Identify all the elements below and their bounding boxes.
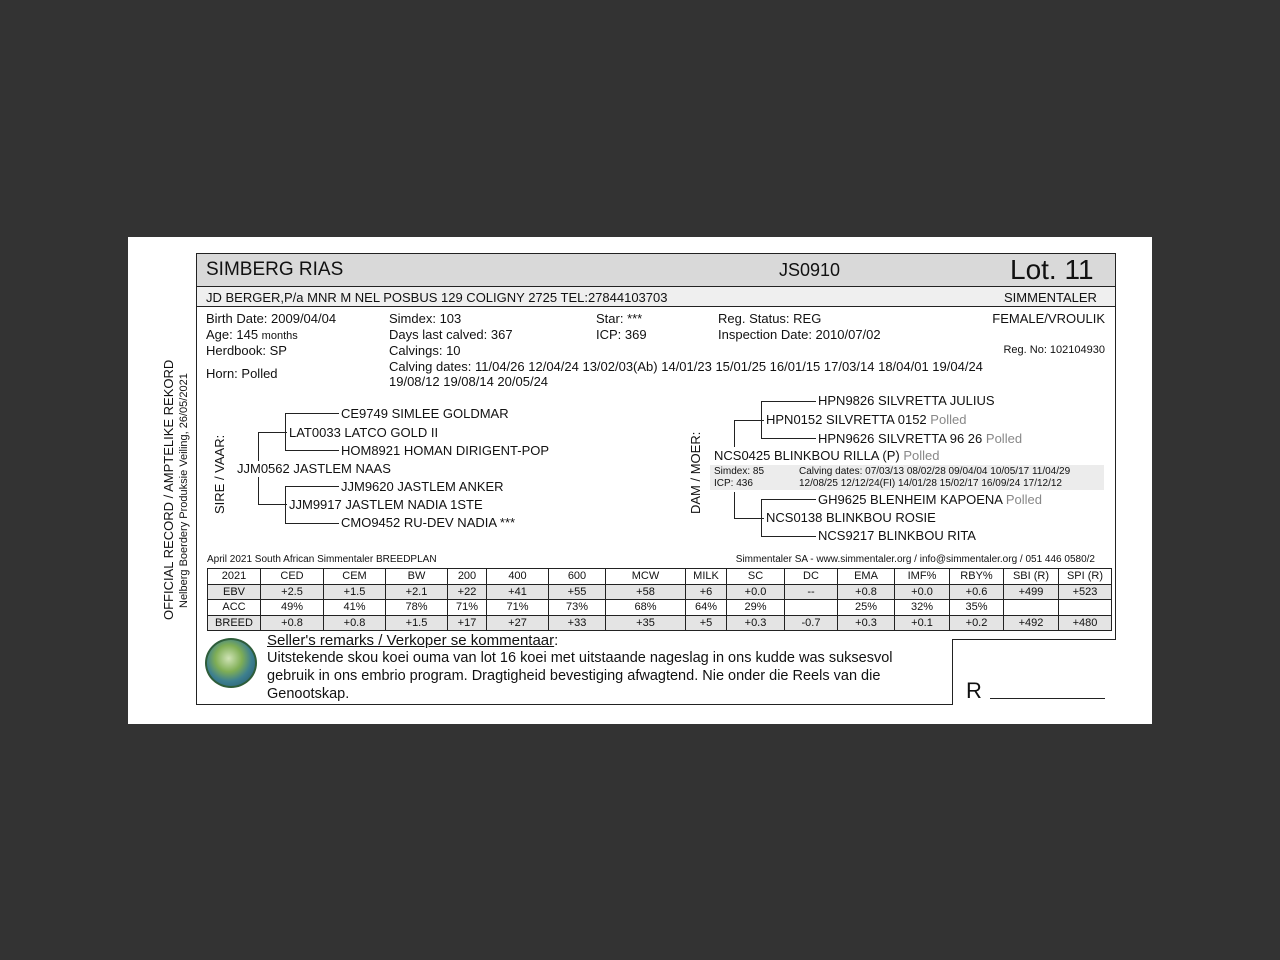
dam-sire-dam	[818, 431, 1022, 446]
ebv-cell: BREED	[208, 615, 261, 631]
dam-bracket-up	[734, 420, 735, 447]
dam-simdex: Simdex: 85	[714, 466, 765, 477]
ebv-header-cell: EMA	[838, 569, 895, 585]
sire-sire: LAT0033 LATCO GOLD II	[289, 425, 439, 440]
ebv-header-cell: MILK	[686, 569, 727, 585]
sd-bracket-bottom	[285, 523, 339, 524]
sire-bracket-down	[258, 477, 259, 504]
ebv-cell: +0.8	[324, 615, 386, 631]
ebv-header-cell: BW	[386, 569, 448, 585]
dam-sire-name: HPN0152 SILVRETTA 0152	[766, 412, 927, 427]
ebv-cell: +0.1	[895, 615, 950, 631]
ebv-header-cell: CEM	[324, 569, 386, 585]
ebv-header-cell: RBY%	[950, 569, 1004, 585]
ebv-cell: 35%	[950, 600, 1004, 616]
ebv-cell: +0.0	[895, 584, 950, 600]
ebv-cell: +2.1	[386, 584, 448, 600]
ebv-cell	[1059, 600, 1112, 616]
owner-details: JD BERGER,P/a MNR M NEL POSBUS 129 COLIGNY 2725 TEL:27844103703	[206, 290, 668, 305]
ebv-header-cell: DC	[785, 569, 838, 585]
ebv-cell: EBV	[208, 584, 261, 600]
ebv-cell: +22	[448, 584, 487, 600]
dam-icp: ICP: 436	[714, 478, 753, 489]
ss-bracket-top	[285, 413, 339, 414]
dam-name-text: NCS0425 BLINKBOU RILLA (P)	[714, 448, 900, 463]
ebv-header-cell: SBI (R)	[1004, 569, 1059, 585]
remarks-heading-text: Seller's remarks / Verkoper se kommentaar	[267, 632, 555, 649]
ebv-cell: +0.3	[727, 615, 785, 631]
ebv-cell: +523	[1059, 584, 1112, 600]
dam-sire-dam-name: HPN9626 SILVRETTA 96 26	[818, 431, 983, 446]
ebv-row	[208, 615, 1112, 631]
dam-dam-sire-name: GH9625 BLENHEIM KAPOENA	[818, 492, 1003, 507]
ebv-cell: 41%	[324, 600, 386, 616]
ds-bracket-bottom	[761, 438, 816, 439]
reg-status: Reg. Status: REG	[718, 311, 822, 326]
breedplan-source: April 2021 South African Simmentaler BREEDPLAN	[207, 554, 437, 565]
ebv-cell	[1004, 600, 1059, 616]
ebv-cell: +35	[606, 615, 686, 631]
dam-polled: Polled	[903, 448, 940, 463]
dam-bracket-down	[734, 492, 735, 518]
official-record-label: OFFICIAL RECORD / AMPTELIKE REKORD	[161, 359, 176, 620]
ebv-cell: --	[785, 584, 838, 600]
ebv-header-cell: 600	[549, 569, 606, 585]
horn: Horn: Polled	[206, 366, 278, 381]
star-rating: Star: ***	[596, 311, 643, 326]
dam-calving-dates: Calving dates: 07/03/13 08/02/28 09/04/04 10/05/17 11/04/29	[799, 466, 1071, 477]
sire-bracket-up	[258, 432, 259, 461]
ebv-header-cell: SC	[727, 569, 785, 585]
society-contact: Simmentaler SA - www.simmentaler.org / info@simmentaler.org / 051 446 0580/2	[735, 554, 1095, 565]
ebv-cell: 71%	[448, 600, 487, 616]
age-unit: months	[261, 330, 298, 342]
remarks-line-1: Uitstekende skou koei ouma van lot 16 koei met uitstaande nageslag in ons kudde was suksesvol	[267, 650, 893, 666]
ebv-cell: +0.0	[727, 584, 785, 600]
ebv-header-cell: CED	[261, 569, 324, 585]
ds-bracket	[761, 401, 762, 438]
dam-dam-sire-polled: Polled	[1005, 492, 1043, 507]
ebv-cell: +0.8	[261, 615, 324, 631]
dam-bracket-up-h	[734, 420, 764, 421]
days-last-calved: Days last calved: 367	[389, 327, 513, 342]
ebv-cell: +17	[448, 615, 487, 631]
sire-name: JJM0562 JASTLEM NAAS	[237, 461, 391, 476]
ebv-header-row	[208, 569, 1112, 585]
ebv-header-cell: 200	[448, 569, 487, 585]
ebv-cell: +0.3	[838, 615, 895, 631]
lot-number: Lot. 11	[1010, 254, 1094, 285]
calving-dates: Calving dates: 11/04/26 12/04/24 13/02/03(Ab) 14/01/23 15/01/25 16/01/15 17/03/14 18/04/01 19/04/24	[389, 359, 983, 374]
ebv-cell: 32%	[895, 600, 950, 616]
ebv-cell: +0.8	[838, 584, 895, 600]
ebv-cell: +1.5	[324, 584, 386, 600]
dam-dam-sire	[818, 492, 1042, 507]
ebv-header-cell: 2021	[208, 569, 261, 585]
ebv-cell: +2.5	[261, 584, 324, 600]
birth-date: Birth Date: 2009/04/04	[206, 311, 337, 326]
age-value: Age: 145	[206, 327, 259, 342]
dam-sire-sire: HPN9826 SILVRETTA JULIUS	[818, 393, 995, 408]
ebv-cell: +499	[1004, 584, 1059, 600]
remarks-line-2: gebruik in ons embrio program. Dragtigheid bevestiging afwagtend. Nie onder die Reels van die	[267, 668, 881, 684]
ebv-cell: +480	[1059, 615, 1112, 631]
sire-bracket-up-h	[258, 432, 287, 433]
ebv-cell	[785, 600, 838, 616]
dam-calving-dates-cont: 12/08/25 12/12/24(FI) 14/01/28 15/02/17 16/09/24 17/12/12	[799, 478, 1062, 489]
ebv-cell: ACC	[208, 600, 261, 616]
ebv-cell: 29%	[727, 600, 785, 616]
ebv-cell: +41	[487, 584, 549, 600]
price-input-line[interactable]	[990, 698, 1105, 699]
dd-bracket-bottom	[761, 536, 816, 537]
sire-label: SIRE / VAAR:	[212, 434, 227, 514]
ss-bracket-bottom	[285, 450, 339, 451]
ss-bracket	[285, 413, 286, 450]
dam-name	[714, 448, 939, 463]
sire-sire-dam: HOM8921 HOMAN DIRIGENT-POP	[341, 443, 550, 458]
sire-dam-dam: CMO9452 RU-DEV NADIA ***	[341, 515, 516, 530]
ebv-cell: +492	[1004, 615, 1059, 631]
ebv-header-cell: IMF%	[895, 569, 950, 585]
dam-sire-dam-polled: Polled	[985, 431, 1023, 446]
ebv-cell: -0.7	[785, 615, 838, 631]
dam-dam: NCS0138 BLINKBOU ROSIE	[766, 510, 936, 525]
animal-id: JS0910	[779, 260, 841, 280]
sex: FEMALE/VROULIK	[992, 311, 1105, 326]
lot-card	[128, 237, 1152, 724]
ebv-cell: +6	[686, 584, 727, 600]
ebv-table	[207, 568, 1112, 631]
dd-bracket-top	[761, 499, 816, 500]
ebv-cell: +55	[549, 584, 606, 600]
dam-label: DAM / MOER:	[688, 431, 703, 514]
ebv-row	[208, 600, 1112, 616]
ebv-cell: 73%	[549, 600, 606, 616]
ebv-cell: +1.5	[386, 615, 448, 631]
dam-sire-polled: Polled	[930, 412, 967, 427]
herdbook: Herdbook: SP	[206, 343, 287, 358]
simdex: Simdex: 103	[389, 311, 462, 326]
ebv-cell: +27	[487, 615, 549, 631]
ebv-cell: 25%	[838, 600, 895, 616]
ebv-header-cell: 400	[487, 569, 549, 585]
ebv-header-cell: SPI (R)	[1059, 569, 1112, 585]
ebv-cell: +5	[686, 615, 727, 631]
dam-sire	[766, 412, 966, 427]
age	[206, 327, 298, 342]
sd-bracket-top	[285, 486, 339, 487]
icp: ICP: 369	[596, 327, 647, 342]
remarks-heading-colon: :	[554, 632, 559, 649]
auction-source-label: Nelberg Boerdery Produksie Veiling, 26/05/2021	[178, 373, 190, 608]
dam-dam-dam: NCS9217 BLINKBOU RITA	[818, 528, 976, 543]
remarks-line-3: Genootskap.	[267, 686, 350, 702]
price-currency: R	[966, 678, 982, 703]
reg-number: Reg. No: 102104930	[1003, 344, 1105, 356]
sire-sire-sire: CE9749 SIMLEE GOLDMAR	[341, 406, 509, 421]
dd-bracket	[761, 499, 762, 536]
society-logo	[205, 638, 257, 688]
ebv-cell: +58	[606, 584, 686, 600]
inspection-date: Inspection Date: 2010/07/02	[718, 327, 881, 342]
sire-dam: JJM9917 JASTLEM NADIA 1STE	[289, 497, 483, 512]
ebv-cell: +0.2	[950, 615, 1004, 631]
calvings: Calvings: 10	[389, 343, 461, 358]
sire-dam-sire: JJM9620 JASTLEM ANKER	[341, 479, 504, 494]
sire-bracket-down-h	[258, 504, 287, 505]
ebv-cell: +33	[549, 615, 606, 631]
remarks-heading	[267, 632, 558, 649]
calving-dates-cont: 19/08/12 19/08/14 20/05/24	[389, 374, 549, 389]
ebv-row	[208, 584, 1112, 600]
ebv-cell: 78%	[386, 600, 448, 616]
ebv-cell: 64%	[686, 600, 727, 616]
ebv-cell: +0.6	[950, 584, 1004, 600]
ebv-cell: 71%	[487, 600, 549, 616]
ds-bracket-top	[761, 401, 816, 402]
breed-label: SIMMENTALER	[1004, 290, 1097, 305]
sd-bracket	[285, 486, 286, 523]
animal-name: SIMBERG RIAS	[206, 259, 344, 280]
ebv-header-cell: MCW	[606, 569, 686, 585]
dam-bracket-down-h	[734, 518, 764, 519]
ebv-cell: 68%	[606, 600, 686, 616]
ebv-cell: 49%	[261, 600, 324, 616]
